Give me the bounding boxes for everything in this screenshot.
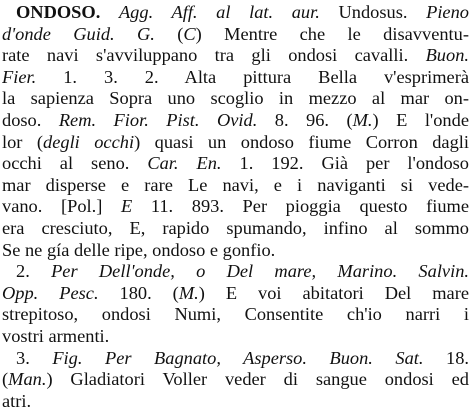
entry-line	[2, 67, 469, 89]
entry-line	[2, 283, 469, 305]
entry-text: la sapienza Sopra uno scoglio in mezzo al mar on-	[2, 88, 469, 109]
entry-text: ) E voi abitatori Del mare	[198, 282, 469, 303]
entry-line	[2, 369, 469, 391]
italic-text: degli occhi	[43, 131, 135, 152]
entry-line	[2, 240, 469, 262]
entry-text: (	[2, 369, 9, 390]
entry-text: ) Gladiatori Voller veder di sangue ondosi ed	[46, 369, 469, 390]
italic-text: Buon.	[425, 45, 469, 66]
entry-line	[2, 45, 469, 67]
italic-text: Car. En.	[147, 153, 222, 174]
entry-text: 1. 3. 2. Alta pittura Bella v'esprimerà	[36, 66, 469, 87]
italic-text: M.	[352, 109, 373, 130]
entry-text	[100, 2, 119, 22]
italic-text: Fig. Per Bagnato, Asperso. Buon. Sat.	[52, 347, 424, 368]
entry-text: 8. 96. (	[257, 109, 353, 130]
entry-text: doso.	[2, 109, 59, 130]
entry-text: rate navi s'avviluppano tra gli ondosi cavalli.	[2, 45, 426, 66]
entry-text: vano. [Pol.]	[2, 196, 121, 217]
entry-text: mar disperse e rare Le navi, e i naviganti si vede-	[2, 174, 469, 195]
entry-line	[2, 153, 469, 175]
entry-text: 2.	[16, 261, 52, 282]
italic-text: M.	[178, 282, 199, 303]
italic-text: C	[183, 23, 196, 44]
entry-text: 180. (	[98, 282, 179, 303]
entry-text: Undosus.	[319, 2, 427, 22]
entry-text: era cresciuto, E, rapido spumando, infino al sommo	[2, 217, 469, 238]
entry-text: 11. 893. Per pioggia questo fiume	[132, 196, 469, 217]
entry-text: ) E l'onde	[372, 109, 469, 130]
entry-text: Se ne gía delle ripe, ondoso e gonfio.	[2, 239, 276, 260]
entry-line	[2, 348, 469, 370]
italic-text: Man.	[8, 369, 47, 390]
italic-text: Rem. Fior. Pist. Ovid.	[58, 109, 258, 130]
italic-text: Per Dell'onde, o Del mare, Marino. Salvin.	[51, 261, 469, 282]
italic-text: Pieno	[426, 2, 469, 22]
entry-text: ) Mentre che le disavventu-	[195, 23, 469, 44]
entry-text: strepitoso, ondosi Numi, Consentite ch'io narri i	[2, 304, 469, 325]
entry-line	[2, 391, 469, 412]
entry-text: 3.	[16, 347, 53, 368]
entry-text: occhi al seno.	[2, 153, 148, 174]
entry-text: 18.	[423, 347, 469, 368]
entry-line	[2, 196, 469, 218]
entry-text: (	[154, 23, 184, 44]
italic-text: Agg. Aff. al lat. aur.	[118, 2, 320, 22]
headword: ONDOSO.	[16, 2, 101, 22]
entry-line	[2, 2, 469, 24]
italic-text: E	[120, 196, 133, 217]
entry-line	[2, 110, 469, 132]
entry-text: 1. 192. Già per l'ondoso	[221, 153, 469, 174]
italic-text: Opp. Pesc.	[2, 282, 99, 303]
entry-line	[2, 175, 469, 197]
entry-line	[2, 304, 469, 326]
entry-line	[2, 261, 469, 283]
italic-text: d'onde Guid. G.	[2, 23, 155, 44]
entry-line	[2, 88, 469, 110]
entry-text: lor (	[2, 131, 44, 152]
entry-text: atri.	[2, 390, 32, 411]
entry-text: ) quasi un ondoso fiume Corron dagli	[134, 131, 469, 152]
entry-line	[2, 218, 469, 240]
entry-text: vostri armenti.	[2, 325, 110, 346]
entry-line	[2, 24, 469, 46]
entry-line	[2, 132, 469, 154]
italic-text: Fier.	[2, 66, 37, 87]
entry-line	[2, 326, 469, 348]
